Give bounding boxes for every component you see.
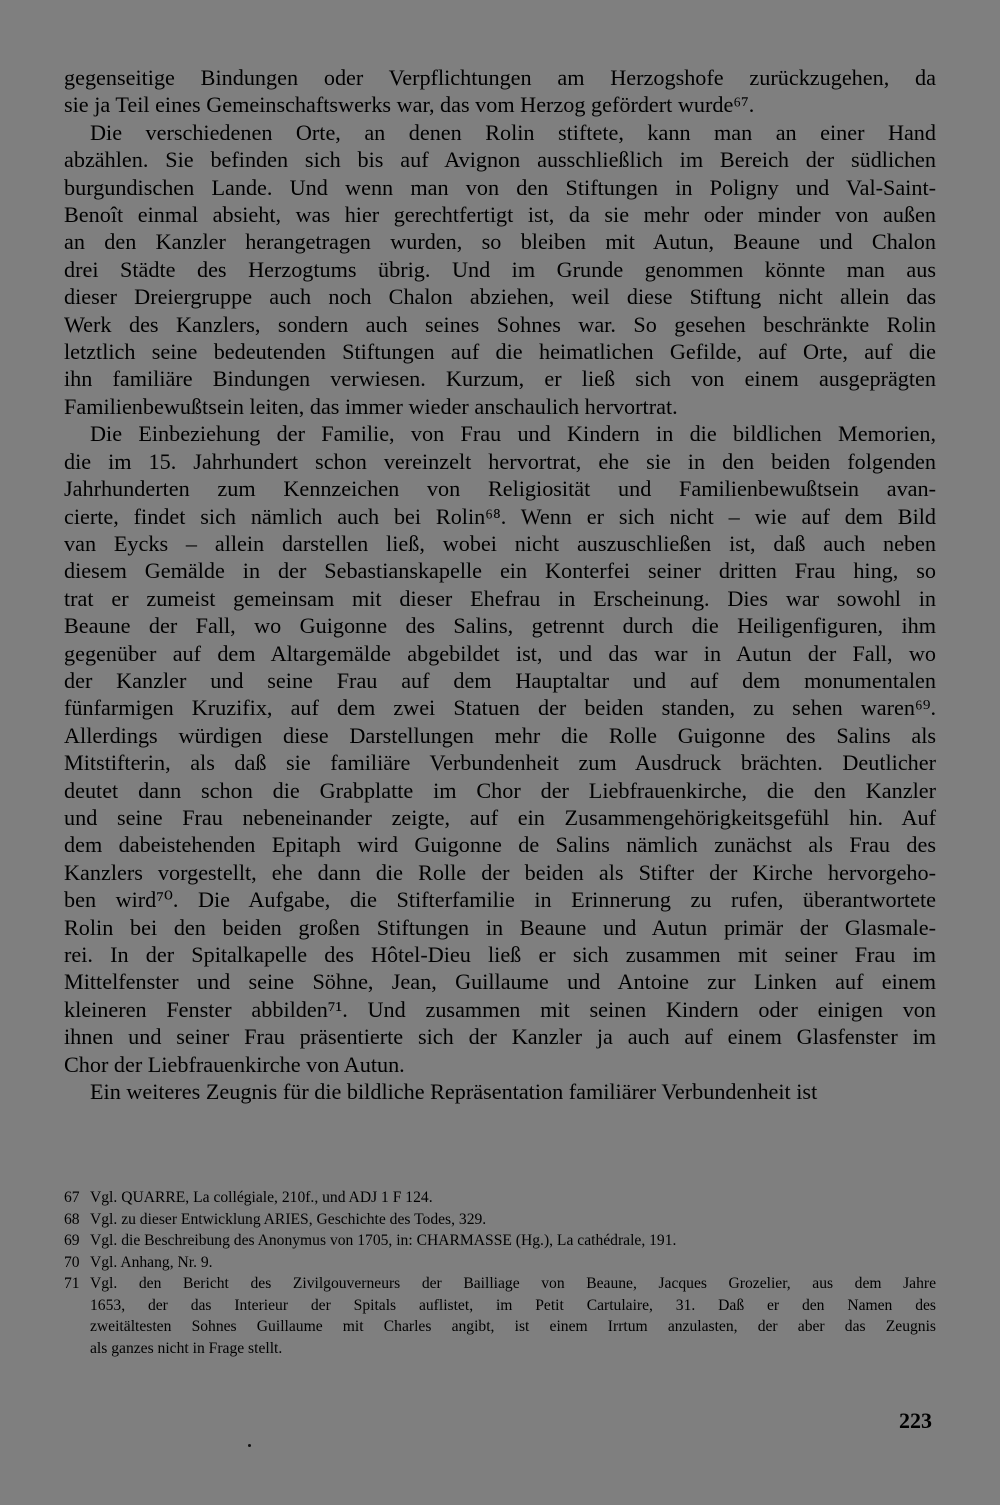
footnote-line: 1653, der das Interieur der Spitals auflistet, im Petit Cartulaire, 31. Daß er den Namen des	[90, 1296, 936, 1314]
paragraph	[64, 64, 936, 119]
text-line: Die Einbeziehung der Familie, von Frau und Kindern in die bildlichen Memorien,	[90, 421, 936, 447]
text-line: fünfarmigen Kruzifix, auf dem zwei Statuen der beiden standen, zu sehen waren⁶⁹.	[64, 695, 936, 721]
paragraph	[64, 420, 936, 1078]
footnote	[64, 1252, 936, 1274]
text-line: sie ja Teil eines Gemeinschaftswerks war, das vom Herzog gefördert wurde⁶⁷.	[64, 92, 755, 118]
text-line: rei. In der Spitalkapelle des Hôtel-Dieu ließ er sich zusammen mit seiner Frau im	[64, 942, 936, 967]
footnote-number: 67	[64, 1189, 80, 1206]
footnote-line: Vgl. QUARRE, La collégiale, 210f., und ADJ 1 F 124.	[90, 1189, 433, 1206]
text-line: Kanzlers vorgestellt, ehe dann die Rolle der beiden als Stifter der Kirche hervorgeho-	[64, 859, 936, 885]
footnote-number: 71	[64, 1275, 80, 1292]
text-line: Ein weiteres Zeugnis für die bildliche Repräsentation familiärer Verbundenheit ist	[90, 1079, 818, 1105]
text-line: diesem Gemälde in der Sebastianskapelle ein Konterfei seiner dritten Frau hing, so	[64, 558, 936, 584]
text-line: Jahrhunderten zum Kennzeichen von Religiosität und Familienbewußtsein avan-	[64, 476, 936, 502]
footnote-number: 70	[64, 1253, 80, 1271]
footnote-line: als ganzes nicht in Frage stellt.	[90, 1339, 283, 1357]
text-line: trat er zumeist gemeinsam mit dieser Ehefrau in Erscheinung. Dies war sowohl in	[64, 585, 936, 611]
text-line: dem dabeistehenden Epitaph wird Guigonne de Salins nämlich zunächst als Frau des	[64, 832, 936, 858]
text-line: und seine Frau nebeneinander zeigte, auf ein Zusammengehörigkeitsgefühl hin. Auf	[64, 804, 936, 830]
footnote-line: Vgl. den Bericht des Zivilgouverneurs der Bailliage von Beaune, Jacques Grozelier, aus dem Jahre	[90, 1275, 936, 1292]
text-line: Beaune der Fall, wo Guigonne des Salins, getrennt durch die Heiligenfiguren, ihm	[64, 613, 936, 639]
footnote	[64, 1230, 936, 1252]
text-line: ihnen und seiner Frau präsentierte sich der Kanzler ja auch auf einem Glasfenster im	[64, 1024, 936, 1050]
text-line: gegenseitige Bindungen oder Verpflichtungen am Herzogshofe zurückzugehen, da	[64, 65, 936, 90]
text-line: Werk des Kanzlers, sondern auch seines Sohnes war. So gesehen beschränkte Rolin	[64, 311, 936, 337]
text-line: dieser Dreiergruppe auch noch Chalon abziehen, weil diese Stiftung nicht allein das	[64, 284, 936, 310]
text-line: Die verschiedenen Orte, an denen Rolin stiftete, kann man an einer Hand	[90, 119, 936, 145]
text-line: Benoît einmal absieht, was hier gerechtfertigt ist, da sie mehr oder minder von außen	[64, 202, 936, 228]
footnote-line: Vgl. die Beschreibung des Anonymus von 1705, in: CHARMASSE (Hg.), La cathédrale, 191.	[90, 1232, 677, 1249]
footnote-number: 69	[64, 1232, 80, 1249]
footnote	[64, 1209, 936, 1231]
footnote-line: Vgl. Anhang, Nr. 9.	[90, 1253, 213, 1271]
text-line: Mittelfenster und seine Söhne, Jean, Guillaume und Antoine zur Linken auf einem	[64, 969, 936, 995]
text-line: cierte, findet sich nämlich auch bei Rolin⁶⁸. Wenn er sich nicht – wie auf dem Bild	[64, 503, 936, 529]
text-line: Chor der Liebfrauenkirche von Autun.	[64, 1051, 405, 1077]
text-line: die im 15. Jahrhundert schon vereinzelt hervortrat, ehe sie in den beiden folgenden	[64, 448, 936, 474]
footnote-line: zweitältesten Sohnes Guillaume mit Charles angibt, ist einem Irrtum anzulasten, der aber das Zeugnis	[90, 1318, 936, 1335]
footnotes	[64, 1187, 936, 1359]
main-text	[64, 64, 936, 1105]
speck	[248, 1444, 251, 1447]
paragraph	[64, 1078, 936, 1105]
footnote	[64, 1187, 936, 1209]
text-line: burgundischen Lande. Und wenn man von den Stiftungen in Poligny und Val-Saint-	[64, 174, 936, 200]
footnote-line: Vgl. zu dieser Entwicklung ARIES, Geschichte des Todes, 329.	[90, 1210, 487, 1228]
text-line: Mitstifterin, als daß sie familiäre Verbundenheit zum Ausdruck brächten. Deutlicher	[64, 750, 936, 776]
paragraph	[64, 119, 936, 420]
text-line: an den Kanzler herangetragen wurden, so bleiben mit Autun, Beaune und Chalon	[64, 229, 936, 255]
text-line: van Eycks – allein darstellen ließ, wobei nicht auszuschließen ist, daß auch neben	[64, 530, 936, 556]
page-number: 223	[899, 1408, 932, 1433]
footnote-number: 68	[64, 1210, 80, 1228]
text-line: gegenüber auf dem Altargemälde abgebildet ist, und das war in Autun der Fall, wo	[64, 640, 936, 666]
text-line: ihn familiäre Bindungen verwiesen. Kurzum, er ließ sich von einem ausgeprägten	[64, 366, 936, 392]
text-line: letztlich seine bedeutenden Stiftungen auf die heimatlichen Gefilde, auf Orte, auf die	[64, 339, 936, 365]
text-line: der Kanzler und seine Frau auf dem Hauptaltar und auf dem monumentalen	[64, 667, 936, 693]
footnote	[64, 1273, 936, 1359]
text-line: Allerdings würdigen diese Darstellungen mehr die Rolle Guigonne des Salins als	[64, 722, 936, 748]
text-line: drei Städte des Herzogtums übrig. Und im Grunde genommen könnte man aus	[64, 256, 936, 282]
text-line: deutet dann schon die Grabplatte im Chor der Liebfrauenkirche, die den Kanzler	[64, 777, 936, 803]
text-line: kleineren Fenster abbilden⁷¹. Und zusammen mit seinen Kindern oder einigen von	[64, 996, 936, 1022]
text-line: Familienbewußtsein leiten, das immer wieder anschaulich hervortrat.	[64, 393, 678, 419]
text-line: Rolin bei den beiden großen Stiftungen in Beaune und Autun primär der Glasmale-	[64, 914, 936, 940]
text-line: abzählen. Sie befinden sich bis auf Avignon ausschließlich im Bereich der südlichen	[64, 147, 936, 173]
text-line: ben wird⁷⁰. Die Aufgabe, die Stifterfamilie in Erinnerung zu rufen, überantwortete	[64, 887, 936, 913]
